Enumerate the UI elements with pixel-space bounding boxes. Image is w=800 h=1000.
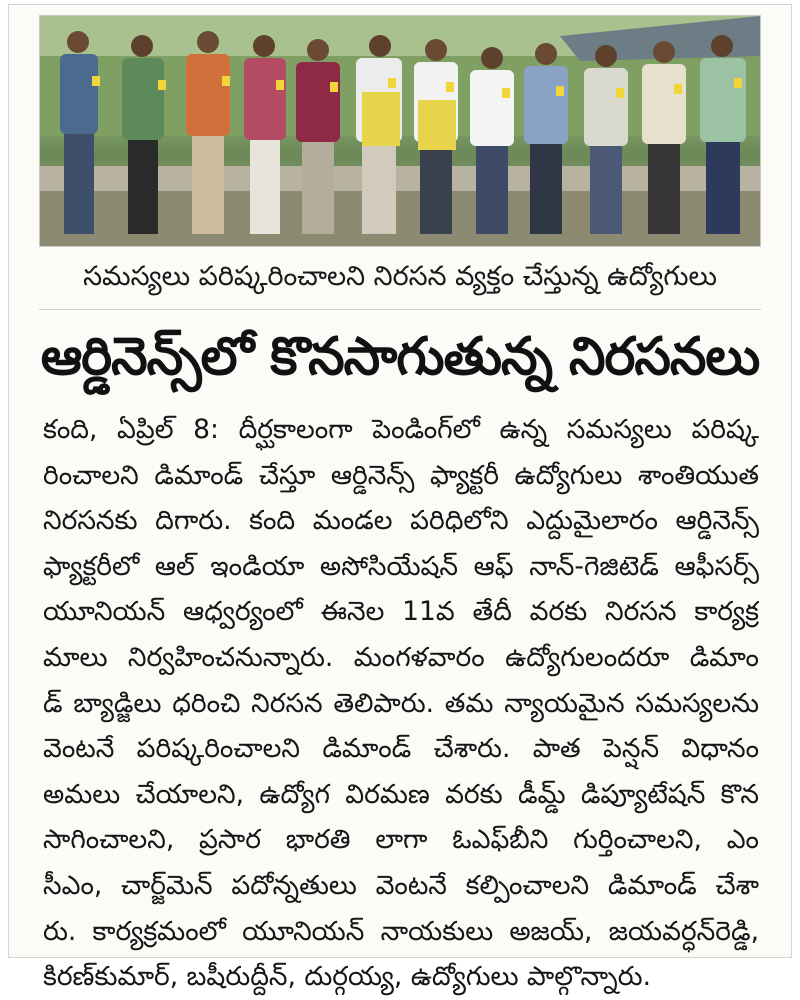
body-line: యూనియన్ ఆధ్వర్యంలో ఈనెల 11వ తేదీ వరకు నిరసన కార్యక్ర bbox=[43, 596, 759, 628]
body-line: రు. కార్యక్రమంలో యూనియన్ నాయకులు అజయ్, జయవర్ధన్‌రెడ్డి, bbox=[43, 915, 759, 947]
group-photo bbox=[39, 15, 761, 247]
headline: ఆర్డినెన్స్‌లో కొనసాగుతున్న నిరసనలు bbox=[40, 326, 760, 387]
body-line: నిరసనకు దిగారు. కంది మండల పరిధిలోని ఎద్దుమైలారం ఆర్డినెన్స్ bbox=[43, 505, 759, 537]
body-line: మాలు నిర్వహించనున్నారు. మంగళవారం ఉద్యోగులందరూ డిమాం bbox=[43, 641, 759, 673]
body-line: రించాలని డిమాండ్ చేస్తూ ఆర్డినెన్స్ ఫ్యాక్టరీ ఉద్యోగులు శాంతియుత bbox=[43, 459, 759, 491]
body-line: కిరణ్‌కుమార్, బషీరుద్దీన్, దుర్గయ్య, ఉద్యోగులు పాల్గొన్నారు. bbox=[43, 961, 652, 993]
body-line: కంది, ఏప్రిల్ 8: దీర్ఘకాలంగా పెండింగ్‌లో ఉన్న సమస్యలు పరిష్క bbox=[43, 414, 759, 445]
article-body bbox=[43, 407, 759, 993]
photo-caption: సమస్యలు పరిష్కరించాలని నిరసన వ్యక్తం చేస్తున్న ఉద్యోగులు bbox=[39, 251, 761, 310]
body-line: సాగించాలని, ప్రసార భారతి లాగా ఓఎఫ్‌బీని గుర్తించాలని, ఎం bbox=[43, 824, 759, 856]
newspaper-clipping bbox=[8, 4, 792, 993]
body-line: అమలు చేయాలని, ఉద్యోగ విరమణ వరకు డీమ్డ్ డిప్యూటేషన్ కొన bbox=[43, 778, 759, 810]
body-line: డ్ బ్యాడ్జిలు ధరించి నిరసన తెలిపారు. తమ న్యాయమైన సమస్యలను bbox=[43, 687, 759, 719]
group-photo-icon bbox=[40, 16, 760, 246]
body-line: సీఎం, చార్జ్‌మెన్ పదోన్నతులు వెంటనే కల్పించాలని డిమాండ్ చేశా bbox=[43, 869, 759, 901]
body-line: ఫ్యాక్టరీలో ఆల్ ఇండియా అసోసియేషన్ ఆఫ్ నాన్-గెజిటెడ్ ఆఫీసర్స్ bbox=[43, 550, 759, 582]
body-line: వెంటనే పరిష్కరించాలని డిమాండ్ చేశారు. పాత పెన్షన్ విధానం bbox=[43, 733, 759, 765]
